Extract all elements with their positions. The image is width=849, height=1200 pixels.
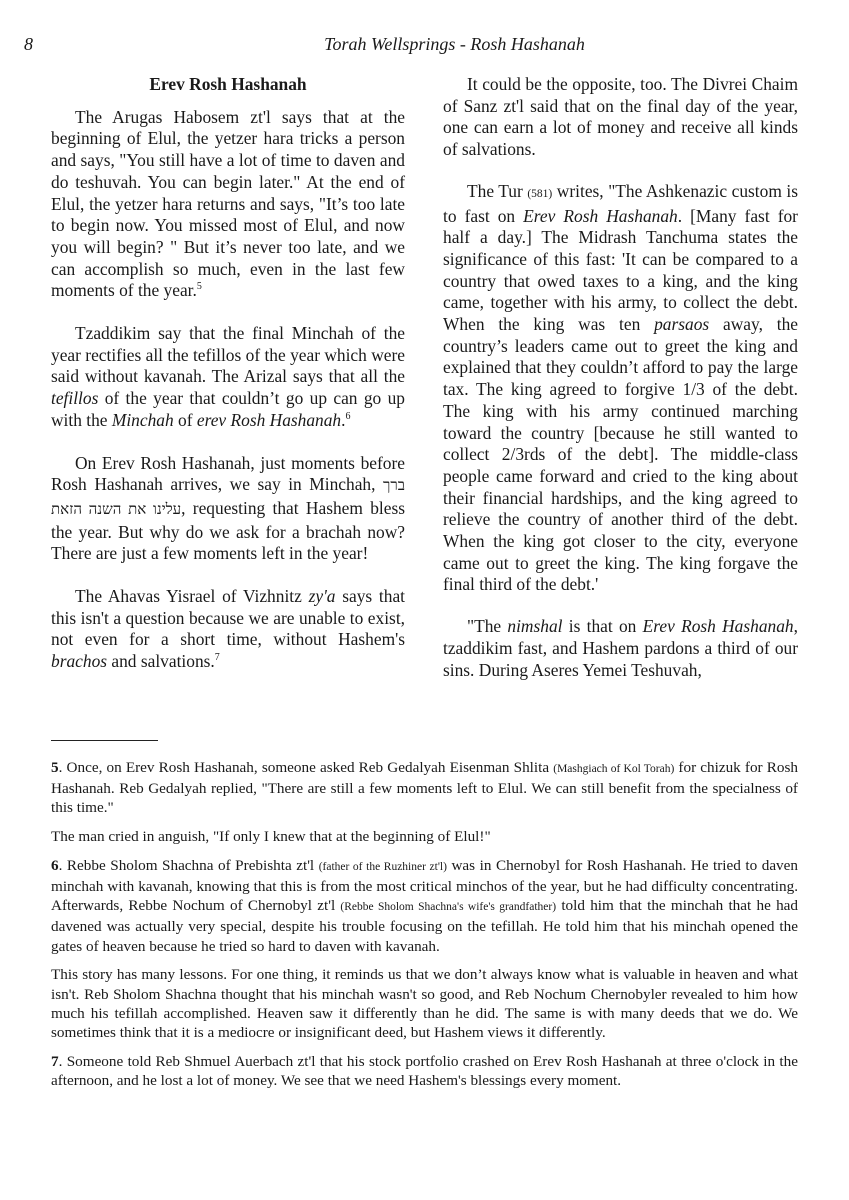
source-citation: (581) xyxy=(527,187,553,200)
section-title: Erev Rosh Hashanah xyxy=(149,74,307,94)
paragraph: On Erev Rosh Hashanah, just moments before Rosh Hashanah arrives, we say in Minchah, ברך עלינו את השנה הזאת, requesting that Hashem bless the year. But why do we ask for a brachah now? There are just a few moments left in the year! xyxy=(51,452,405,564)
page-number: 8 xyxy=(24,34,33,54)
paragraph: It could be the opposite, too. The Divrei Chaim of Sanz zt'l said that on the final day of the year, one can earn a lot of money and receive all kinds of salvations. xyxy=(443,74,798,160)
running-head: Torah Wellsprings - Rosh Hashanah xyxy=(324,34,585,54)
paragraph: "The nimshal is that on Erev Rosh Hashanah, tzaddikim fast, and Hashem pardons a third of our sins. During Aseres Yemei Teshuvah, xyxy=(443,616,798,680)
footnote-5-continued: The man cried in anguish, "If only I knew that at the beginning of Elul!" xyxy=(51,828,491,846)
right-column xyxy=(443,74,798,702)
footnote-ref[interactable]: 6 xyxy=(345,411,351,423)
paragraph: Tzaddikim say that the final Minchah of the year rectifies all the tefillos of the year which were said without kavanah. The Arizal says that all the tefillos of the year that couldn’t go up can go up with the Minchah of erev Rosh Hashanah.$^6$ xyxy=(51,323,405,430)
hebrew-text: ברך עלינו את השנה הזאת xyxy=(51,478,405,518)
paragraph: The Tur (581) writes, "The Ashkenazic custom is to fast on Erev Rosh Hashanah. [Many fast for half a day.] The Midrash Tanchuma states the significance of this fast: 'It can be compared to a country that owed taxes to a king, and the king came, together with his army, to collect the debt. When the king was ten parsaos away, the country’s leaders came out to greet the king and explained that they couldn’t afford to pay the large tax. The king agreed to forgive 1/3 of the debt. The king with his army continued marching toward the country [because he still wanted to collect 2/3rds of the debt]. The middle-class people came forward and cried to the king about their financial hardships, and the king agreed to relieve the country of another third of the debt. When the king got closer to the city, everyone came out to greet the king. The king forgave the final third of the debt.' xyxy=(443,180,798,595)
paragraph: The Arugas Habosem zt'l says that at the beginning of Elul, the yetzer hara tricks a person and says, "You still have a lot of time to daven and do teshuvah. You can begin later." At the end of Elul, the yetzer hara returns and says, "It’s too late to begin now. You missed most of Elul, and now you will begin? " But it’s never too late, and we can accomplish so much, even in the last few moments of the year.$^5$ xyxy=(51,106,405,301)
footnote-7: 7. Someone told Reb Shmuel Auerbach zt'l that his stock portfolio crashed on Erev Rosh Hashanah at three o'clock in the afternoon, and he lost a lot of money. We see that we need Hashem's blessings every moment. xyxy=(51,1052,798,1089)
footnote-6: 6. Rebbe Sholom Shachna of Prebishta zt'l (father of the Ruzhiner zt'l) was in Chernobyl for Rosh Hashanah. He tried to daven minchah with kavanah, knowing that this is from the most critical minchos of the year, but he had difficulty concentrating. Afterwards, Rebbe Nochum of Chernobyl zt'l (Rebbe Sholom Shachna's wife's grandfather) told him that the minchah that he had davened was actually very special, despite his trouble focusing on the tefillah. He told him that his minchah opened the gates of heaven because he tried so hard to daven with kavanah. xyxy=(51,856,798,955)
footnote-5: 5. Once, on Erev Rosh Hashanah, someone asked Reb Gedalyah Eisenman Shlita (Mashgiach of Kol Torah) for chizuk for Rosh Hashanah. Reb Gedalyah replied, "There are still a few moments left to Elul. We can still benefit from the specialness of this time." xyxy=(51,759,798,817)
footnote-divider xyxy=(51,740,158,741)
footnote-ref[interactable]: 7 xyxy=(214,652,220,664)
paragraph: The Ahavas Yisrael of Vizhnitz zy'a says that this isn't a question because we are unable to exist, not even for a short time, without Hashem's brachos and salvations.$^7$ xyxy=(51,586,405,672)
left-column xyxy=(51,74,405,694)
footnote-6-continued: This story has many lessons. For one thing, it reminds us that we don’t always know what is valuable in heaven and what isn't. Reb Sholom Shachna thought that his minchah wasn't so good, and Reb Nochum Chernobyler revealed to him how much his tefillah accomplished. Heaven saw it differently than he did. The same is with many deeds that we do. We sometimes think that it is a mediocre or insignificant deed, but Hashem views it differently. xyxy=(51,966,798,1041)
footnote-ref[interactable]: 5 xyxy=(196,281,202,293)
footnotes xyxy=(51,758,798,1100)
